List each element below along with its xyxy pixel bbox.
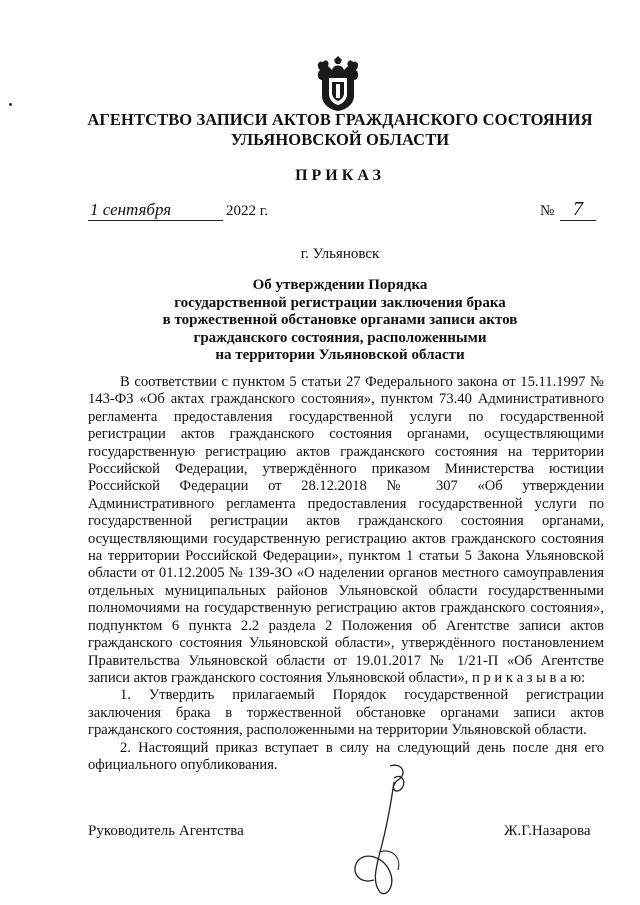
signatory-name: Ж.Г.Назарова bbox=[504, 823, 591, 839]
body-paragraph-item-2: 2. Настоящий приказ вступает в силу на следующий день после дня его официального опубликования. bbox=[88, 739, 604, 773]
title-line: Об утверждении Порядка bbox=[252, 277, 428, 293]
document-type: ПРИКАЗ bbox=[295, 167, 385, 184]
number-sign: № bbox=[540, 203, 555, 219]
document-body bbox=[88, 374, 604, 774]
date-handwritten: 1 сентября bbox=[88, 200, 223, 221]
date-number-row bbox=[88, 198, 588, 227]
agency-name-line2: УЛЬЯНОВСКОЙ ОБЛАСТИ bbox=[230, 130, 450, 149]
title-line: государственной регистрации заключения брака bbox=[174, 294, 506, 311]
title-line: в торжественной обстановке органами записи актов bbox=[162, 312, 518, 328]
scan-dot bbox=[9, 103, 12, 106]
document-title bbox=[90, 277, 590, 365]
handwritten-signature bbox=[350, 760, 420, 900]
signatory-position: Руководитель Агентства bbox=[88, 823, 244, 839]
coat-of-arms-icon bbox=[314, 56, 362, 112]
city: г. Ульяновск bbox=[300, 246, 380, 262]
date-year: 2022 г. bbox=[226, 203, 268, 219]
title-line: гражданского состояния, расположенными bbox=[193, 329, 487, 346]
agency-name-line1: АГЕНТСТВО ЗАПИСИ АКТОВ ГРАЖДАНСКОГО СОСТОЯНИЯ bbox=[87, 110, 593, 129]
body-paragraph-preamble: В соответствии с пунктом 5 статьи 27 Федерального закона от 15.11.1997 № 143-ФЗ «Об актах гражданского состояния», пунктом 73.40 Административного регламента предоставления государственной услуги по государственной регистрации актов гражданского состояния органами, осуществляющими государственную регистрацию актов гражданского состояния на территории Российской Федерации, утверждённого приказом Министерства юстиции Российской Федерации от 28.12.2018 № 307 «Об утверждении Административного регламента предоставления государственной услуги по государственной регистрации актов гражданского состояния органами, осуществляющими государственную регистрацию актов гражданского состояния на территории Российской Федерации», пунктом 1 статьи 5 Закона Ульяновской области от 01.12.2005 № 139-ЗО «О наделении органов местного самоуправления отдельных муниципальных районов Ульяновской области государственными полномочиями на государственную регистрацию актов гражданского состояния», подпунктом 6 пункта 2.2 раздела 2 Положения об Агентстве записи актов гражданского состояния Ульяновской области», утверждённого постановлением Правительства Ульяновской области от 19.01.2017 № 1/21-П «Об Агентстве записи актов гражданского состояния Ульяновской области», п р и к а з ы в а ю: bbox=[88, 374, 604, 686]
body-paragraph-item-1: 1. Утвердить прилагаемый Порядок государственной регистрации заключения брака в торжественной обстановке органами записи актов гражданского состояния, расположенными на территории Ульяновской области. bbox=[88, 687, 604, 739]
number-handwritten: 7 bbox=[560, 198, 596, 221]
title-line: на территории Ульяновской области bbox=[215, 347, 465, 363]
